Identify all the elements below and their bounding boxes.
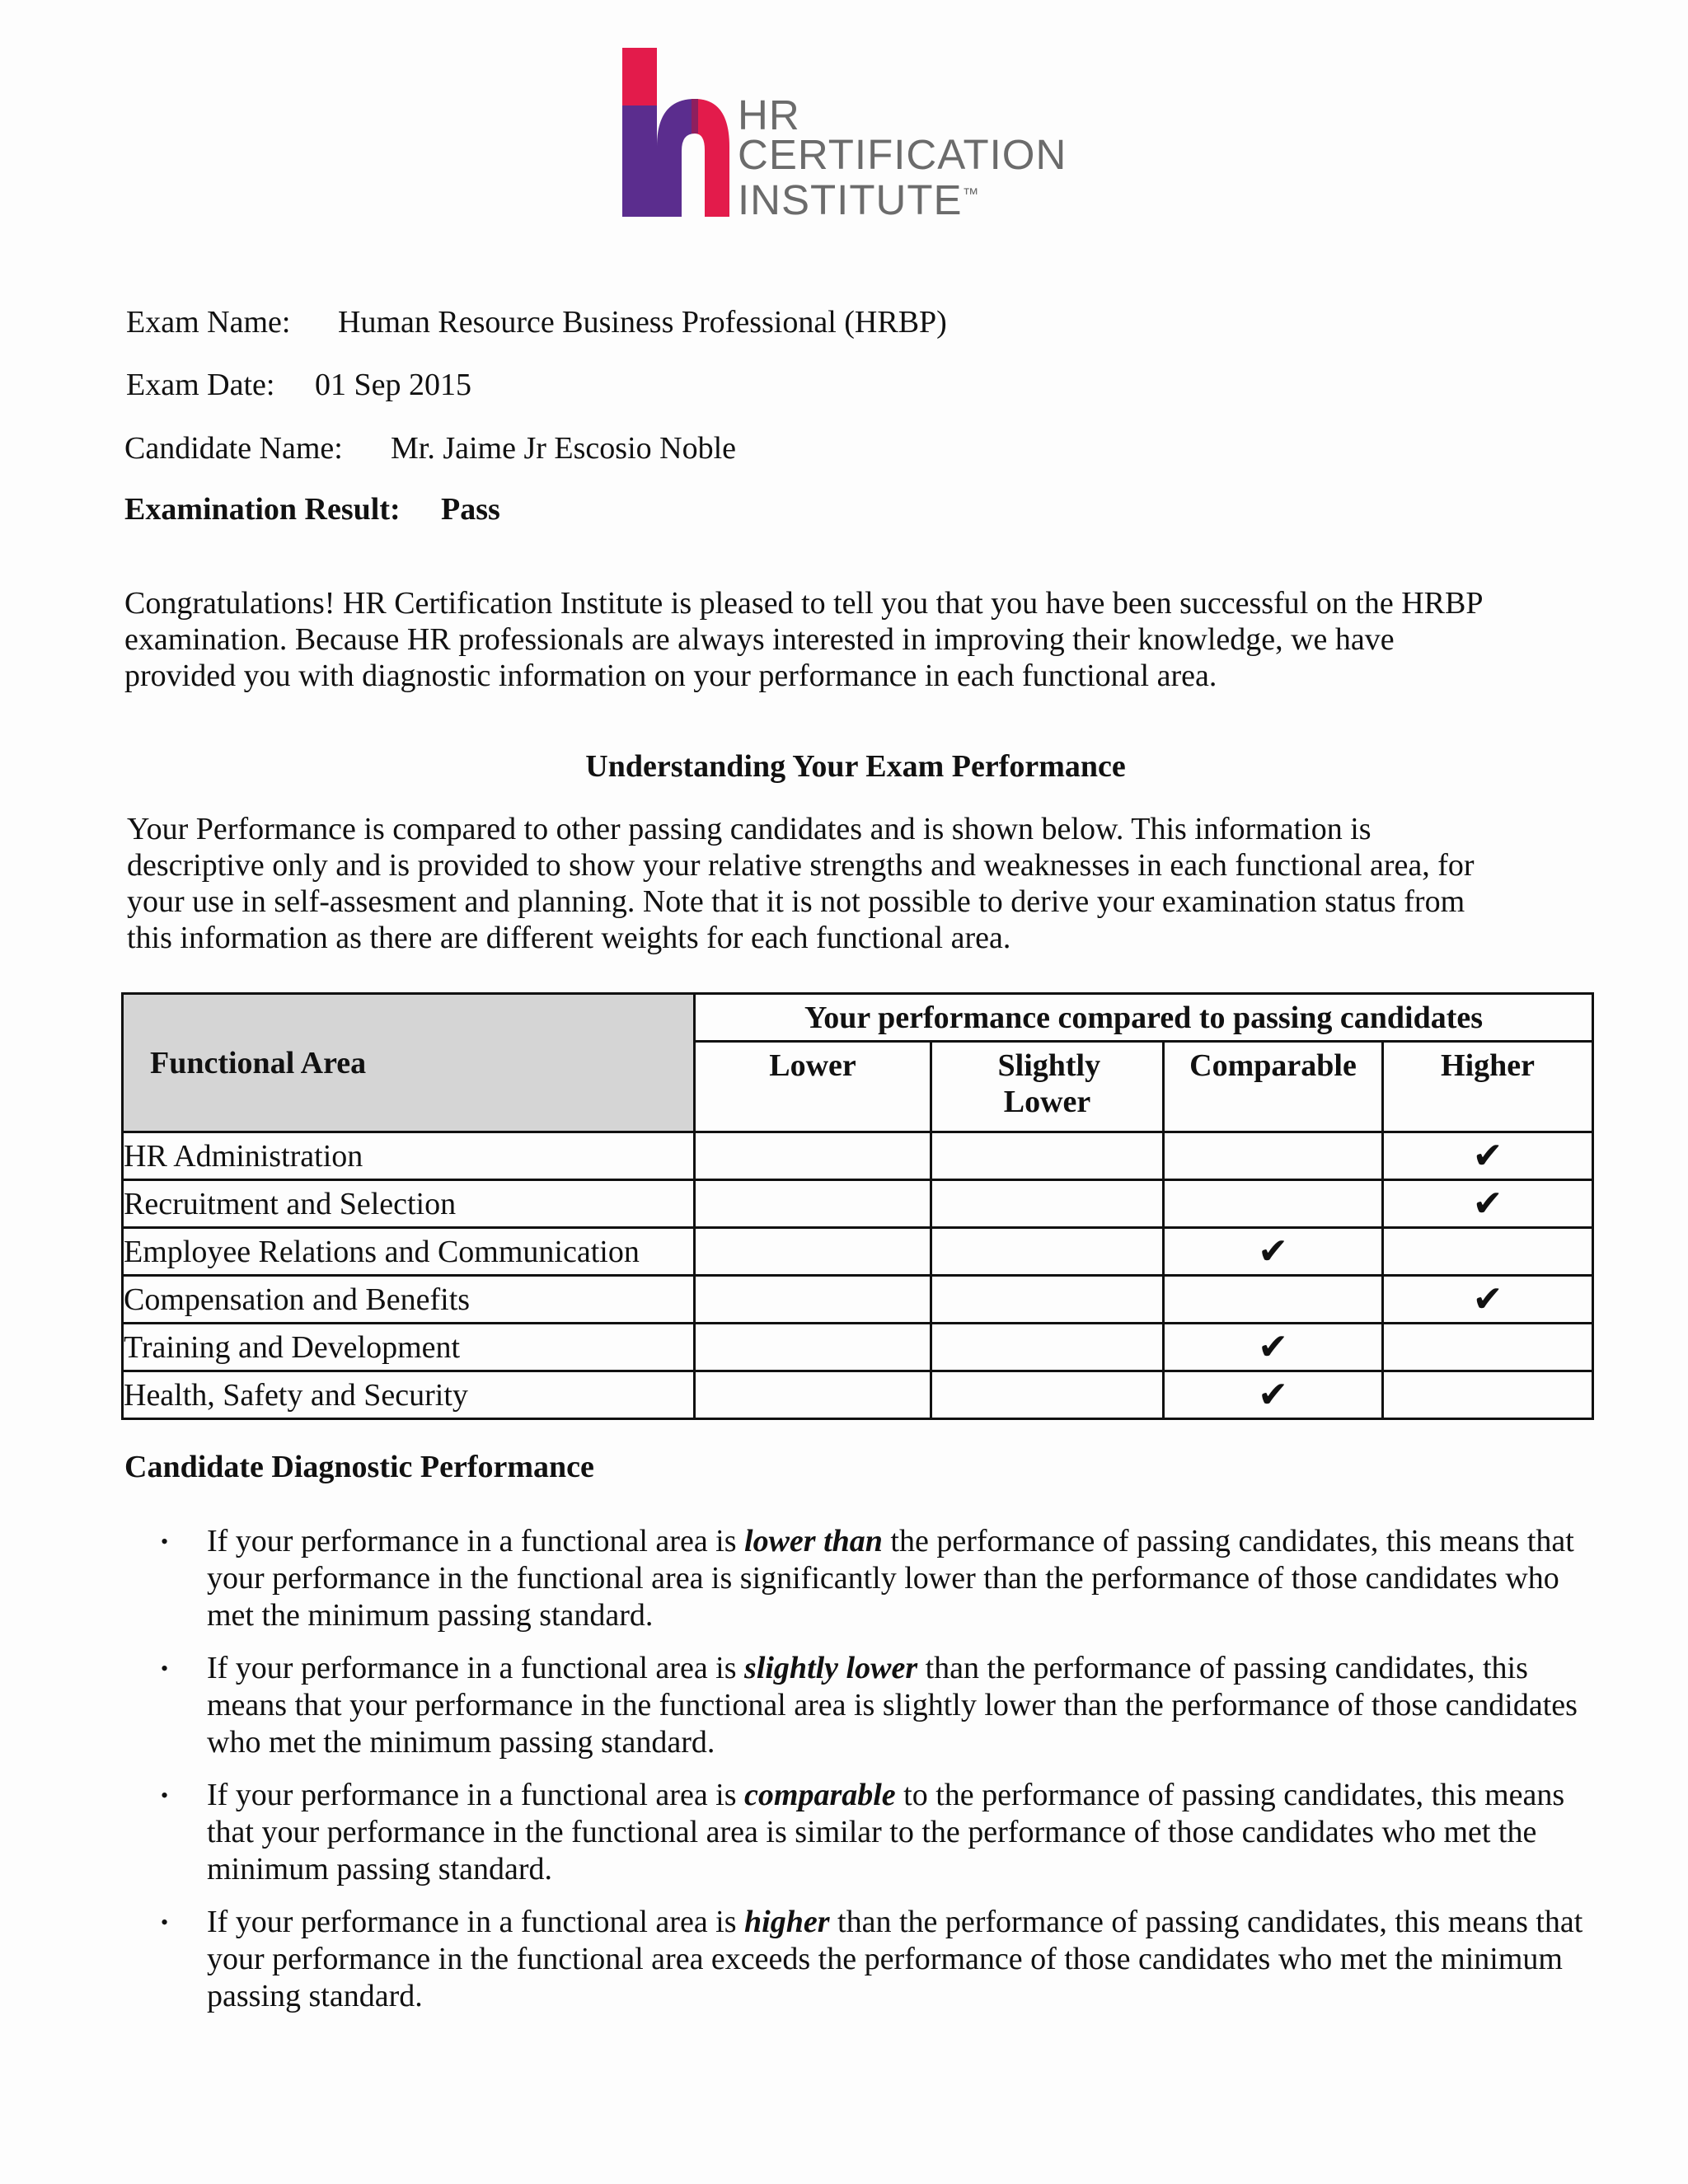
table-row [123,1132,1593,1180]
logo-overlap [692,99,698,134]
exam-date-label: Exam Date: [126,368,275,402]
bullet-text-post: than the performance of passing candidates, this means that your performance in the functional area exceeds the performance of those candidates who met the minimum passing standard. [207,1905,1583,2013]
logo-stem-red [622,48,657,105]
explain-line: your use in self-assesment and planning. Note that it is not possible to derive your examination status from [127,884,1465,919]
exam-name-label: Exam Name: [126,305,291,340]
checkmark-icon: ✔ [1472,1278,1503,1320]
bullet-dot-icon: • [161,1783,169,1807]
table-row [123,1324,1593,1371]
diagnostic-bullet [161,1777,1587,1888]
column-header-lower: Lower [695,1042,931,1132]
section-title: Understanding Your Exam Performance [585,749,1126,784]
performance-table-body [123,1132,1593,1419]
rating-cell [1383,1276,1593,1324]
logo-text-institute [738,175,980,223]
rating-cell [1164,1228,1383,1276]
slightly-lower-label: Slightly Lower [997,1048,1101,1119]
checkmark-icon: ✔ [1258,1326,1288,1368]
explain-line: descriptive only and is provided to show your relative strengths and weaknesses in each functional area, for [127,848,1475,883]
rating-cell [1383,1324,1593,1371]
result-row [124,490,500,528]
checkmark-icon: ✔ [1472,1183,1503,1225]
bullet-emphasis: higher [744,1905,830,1939]
table-row [123,1228,1593,1276]
rating-cell [1383,1371,1593,1419]
rating-cell [931,1228,1164,1276]
rating-cell [1164,1180,1383,1228]
intro-line: provided you with diagnostic information on your performance in each functional area. [124,658,1217,693]
functional-area-cell: Employee Relations and Communication [123,1228,695,1276]
bullet-dot-icon: • [161,1657,169,1680]
rating-cell [695,1132,931,1180]
rating-cell [695,1276,931,1324]
functional-area-cell: Training and Development [123,1324,695,1371]
comparison-group-header: Your performance compared to passing candidates [695,994,1593,1042]
functional-area-header: Functional Area [123,994,695,1132]
bullet-text-post: the performance of passing candidates, this means that your performance in the functional area is significantly lower than the performance of those candidates who met the minimum passing standard. [207,1524,1574,1633]
bullet-emphasis: lower than [744,1524,883,1558]
diagnostic-bullet-list [161,1523,1587,2031]
table-row [123,1180,1593,1228]
logo-arch-purple [657,99,695,217]
result-label: Examination Result: [124,492,401,527]
bullet-emphasis: slightly lower [744,1651,918,1685]
column-header-slightly-lower [931,1042,1164,1132]
logo-trademark: ™ [962,185,980,204]
rating-cell [931,1180,1164,1228]
column-header-higher: Higher [1383,1042,1593,1132]
rating-cell [1164,1371,1383,1419]
hrci-logo-mark [622,48,729,217]
rating-cell [1383,1132,1593,1180]
rating-cell [931,1132,1164,1180]
performance-table [121,992,1594,1420]
exam-date-value: 01 Sep 2015 [315,368,471,402]
candidate-row [124,429,736,467]
diagnostic-bullet [161,1904,1587,2015]
rating-cell [931,1276,1164,1324]
table-row [123,1371,1593,1419]
rating-cell [695,1228,931,1276]
functional-area-cell: Recruitment and Selection [123,1180,695,1228]
diagnostic-bullet [161,1523,1587,1634]
explanation-paragraph [127,811,1611,956]
functional-area-cell: Compensation and Benefits [123,1276,695,1324]
checkmark-icon: ✔ [1258,1230,1288,1272]
table-row [123,1276,1593,1324]
intro-line: examination. Because HR professionals are always interested in improving their knowledge, we have [124,622,1395,657]
intro-line: Congratulations! HR Certification Institute is pleased to tell you that you have been successful on the HRBP [124,586,1484,621]
bullet-dot-icon: • [161,1910,169,1934]
logo-text-hr: HR [738,91,800,138]
rating-cell [1383,1180,1593,1228]
candidate-label: Candidate Name: [124,431,343,466]
bullet-text-pre: If your performance in a functional area is [207,1778,745,1812]
rating-cell [695,1324,931,1371]
functional-area-cell: Health, Safety and Security [123,1371,695,1419]
logo-stem-purple [622,105,657,217]
functional-area-cell: HR Administration [123,1132,695,1180]
intro-paragraph [124,585,1608,694]
rating-cell [1383,1228,1593,1276]
bullet-text-pre: If your performance in a functional area is [207,1905,745,1939]
explain-line: Your Performance is compared to other passing candidates and is shown below. This information is [127,812,1372,846]
rating-cell [1164,1324,1383,1371]
explain-line: this information as there are different weights for each functional area. [127,921,1011,955]
diagnostic-title: Candidate Diagnostic Performance [124,1450,594,1484]
rating-cell [931,1371,1164,1419]
logo-institute-word: INSTITUTE [738,176,963,223]
candidate-value: Mr. Jaime Jr Escosio Noble [391,431,737,466]
column-header-comparable: Comparable [1164,1042,1383,1132]
bullet-text-post: than the performance of passing candidates, this means that your performance in the functional area is slightly lower than the performance of those candidates who met the minimum passing standard. [207,1651,1578,1760]
exam-name-value: Human Resource Business Professional (HRBP) [338,305,947,340]
bullet-dot-icon: • [161,1530,169,1554]
bullet-emphasis: comparable [744,1778,896,1812]
exam-name-row [126,303,947,341]
rating-cell [695,1180,931,1228]
exam-date-row [126,366,471,404]
bullet-text-post: to the performance of passing candidates, this means that your performance in the functional area is similar to the performance of those candidates who met the minimum passing standard. [207,1778,1565,1886]
rating-cell [1164,1132,1383,1180]
bullet-text-pre: If your performance in a functional area is [207,1651,745,1685]
logo-arch-red [695,99,729,217]
checkmark-icon: ✔ [1258,1374,1288,1416]
result-value: Pass [441,492,500,527]
checkmark-icon: ✔ [1472,1135,1503,1177]
rating-cell [695,1371,931,1419]
diagnostic-bullet [161,1650,1587,1761]
hrci-logo [622,48,1067,223]
logo-text-certification: CERTIFICATION [738,131,1067,178]
bullet-text-pre: If your performance in a functional area is [207,1524,745,1558]
rating-cell [1164,1276,1383,1324]
rating-cell [931,1324,1164,1371]
